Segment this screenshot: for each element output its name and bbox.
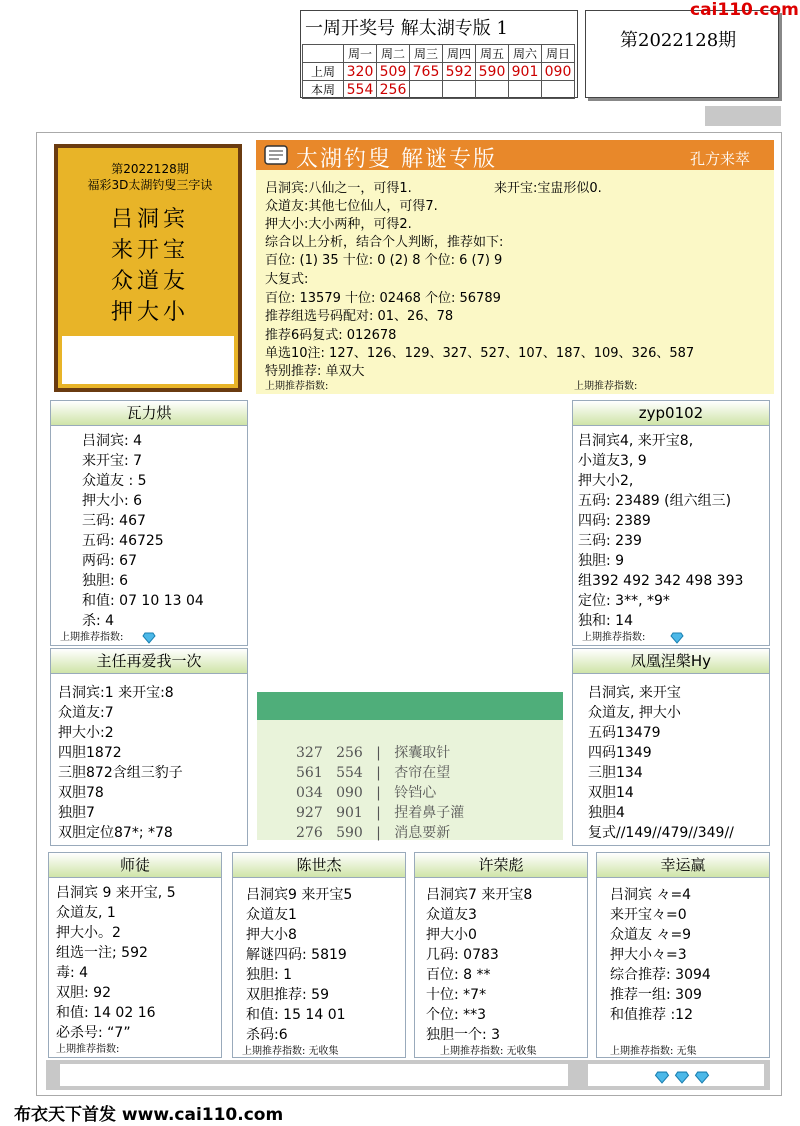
prediction-line: 吕洞宾, 来开宝 <box>588 685 681 701</box>
day-header: 周六 <box>509 45 542 63</box>
prediction-line: 吕洞宾9 来开宝5 <box>246 887 353 903</box>
prediction-line: 复式//149//479//349// <box>588 825 734 841</box>
decorative-bar <box>705 106 781 126</box>
this-week-label: 本周 <box>303 81 344 99</box>
result-cell <box>410 81 443 99</box>
prediction-line: 五码: 46725 <box>82 533 164 549</box>
prediction-line: 众道友:7 <box>58 705 114 721</box>
prediction-line: 押大小8 <box>246 927 297 943</box>
prediction-line: 吕洞宾: 4 <box>82 433 143 449</box>
prediction-line: 小道友3, 9 <box>578 453 647 469</box>
prediction-line: 三胆134 <box>588 765 643 781</box>
diamond-icon <box>654 1069 670 1088</box>
history-number: 554 <box>336 765 363 781</box>
prediction-line: 吕洞宾4, 来开宝8, <box>578 433 694 449</box>
bottom-blank-field <box>60 1064 568 1086</box>
prediction-line: 独胆4 <box>588 805 625 821</box>
puzzle-line: 综合以上分析，结合个人判断，推荐如下: <box>265 235 504 250</box>
prediction-line: 吕洞宾7 来开宝8 <box>426 887 533 903</box>
history-row: 327 256 | 探囊取针 <box>296 745 451 761</box>
puzzle-line: 百位: 13579 十位: 02468 个位: 56789 <box>265 291 501 306</box>
prediction-line: 双胆定位87*; *78 <box>58 825 173 841</box>
prediction-line: 和值: 07 10 13 04 <box>82 593 204 609</box>
issue-number: 第2022128期 <box>620 30 737 51</box>
result-cell <box>476 81 509 99</box>
predictor-title: 主任再爱我一次 <box>51 649 247 674</box>
prediction-line: 吕洞宾 9 来开宝, 5 <box>56 885 176 901</box>
history-row: 276 590 | 消息要新 <box>296 825 451 841</box>
recommend-index-label: 上期推荐指数: 无集 <box>610 1046 697 1057</box>
predictor-title: 瓦力烘 <box>51 401 247 426</box>
day-header: 周三 <box>410 45 443 63</box>
history-number: 034 <box>296 785 323 801</box>
prediction-line: 五码13479 <box>588 725 661 741</box>
history-phrase: 捏着鼻子灌 <box>394 805 465 821</box>
recommend-index-label: 上期推荐指数: <box>56 1044 120 1055</box>
predictor-title: 师徒 <box>49 853 221 878</box>
prediction-line: 百位: 8 ** <box>426 967 491 983</box>
day-header: 周二 <box>377 45 410 63</box>
prediction-line: 押大小々=3 <box>610 947 687 963</box>
prediction-line: 杀码:6 <box>246 1027 288 1043</box>
verse-card-issue: 第2022128期 <box>111 162 189 176</box>
recommend-index-label: 上期推荐指数: <box>582 632 646 643</box>
recommend-index-label: 上期推荐指数: 无收集 <box>242 1046 339 1057</box>
verse-line: 来开宝 <box>110 238 189 263</box>
result-cell <box>509 81 542 99</box>
history-phrase: 消息要新 <box>394 825 451 841</box>
result-cell: 901 <box>509 63 542 81</box>
prediction-line: 独胆一个: 3 <box>426 1027 501 1043</box>
prediction-line: 两码: 67 <box>82 553 137 569</box>
prediction-line: 十位: *7* <box>426 987 487 1003</box>
prediction-line: 和值推荐 :12 <box>610 1007 693 1023</box>
prediction-line: 五码: 23489 (组六组三) <box>578 493 732 509</box>
puzzle-line: 百位: (1) 35 十位: 0 (2) 8 个位: 6 (7) 9 <box>265 253 503 268</box>
prediction-line: 独胆7 <box>58 805 95 821</box>
prediction-line: 毒: 4 <box>56 965 89 981</box>
predictor-title: zyp0102 <box>573 401 769 426</box>
predictor-title: 凤凰涅槃Hy <box>573 649 769 674</box>
history-row: 034 090 | 铃铛心 <box>296 785 437 801</box>
result-cell <box>443 81 476 99</box>
verse-line: 押大小 <box>110 300 189 325</box>
prediction-line: 和值: 14 02 16 <box>56 1005 156 1021</box>
history-number: 276 <box>296 825 323 841</box>
result-cell: 509 <box>377 63 410 81</box>
history-row: 927 901 | 捏着鼻子灌 <box>296 805 465 821</box>
result-cell: 592 <box>443 63 476 81</box>
prediction-line: 众道友, 1 <box>56 905 116 921</box>
prediction-line: 双胆推荐: 59 <box>246 987 329 1003</box>
diamond-icon <box>670 629 684 648</box>
puzzle-line: 特别推荐: 单双大 <box>265 364 365 379</box>
center-banner <box>257 692 563 720</box>
day-header: 周五 <box>476 45 509 63</box>
day-header: 周四 <box>443 45 476 63</box>
prediction-line: 众道友 : 5 <box>82 473 147 489</box>
prediction-line: 众道友, 押大小 <box>588 705 681 721</box>
prediction-line: 四码: 2389 <box>578 513 651 529</box>
prediction-line: 几码: 0783 <box>426 947 499 963</box>
puzzle-line: 众道友:其他七位仙人，可得7. <box>265 199 438 214</box>
prediction-line: 吕洞宾 々=4 <box>610 887 692 903</box>
predictor-title: 陈世杰 <box>233 853 405 878</box>
puzzle-line: 推荐组选号码配对: 01、26、78 <box>265 309 454 324</box>
prediction-line: 来开宝々=0 <box>610 907 687 923</box>
puzzle-line: 单选10注: 127、126、129、327、527、107、187、109、326、587 <box>265 346 695 361</box>
prediction-line: 独和: 14 <box>578 613 633 629</box>
diamond-icon <box>694 1069 710 1088</box>
prediction-line: 双胆78 <box>58 785 104 801</box>
scroll-icon <box>262 143 292 171</box>
history-number: 327 <box>296 745 323 761</box>
prediction-line: 来开宝: 7 <box>82 453 143 469</box>
puzzle-author: 孔方来萃 <box>690 150 751 168</box>
prediction-line: 押大小: 6 <box>82 493 143 509</box>
history-number: 590 <box>336 825 363 841</box>
history-phrase: 探囊取针 <box>394 745 451 761</box>
verse-card-subtitle: 福彩3D太湖钓叟三字诀 <box>87 178 213 192</box>
puzzle-line: 吕洞宾:八仙之一，可得1. <box>265 181 412 196</box>
history-phrase: 杏帘在望 <box>394 765 451 781</box>
predictor-title: 许荣彪 <box>415 853 587 878</box>
recommend-index-label: 上期推荐指数: <box>265 381 329 392</box>
prediction-line: 众道友 々=9 <box>610 927 692 943</box>
result-cell: 320 <box>344 63 377 81</box>
result-cell: 554 <box>344 81 377 99</box>
prediction-line: 定位: 3**, *9* <box>578 593 670 609</box>
prediction-line: 吕洞宾:1 来开宝:8 <box>58 685 174 701</box>
last-week-label: 上周 <box>303 63 344 81</box>
footer-credit[interactable]: 布衣天下首发 www.cai110.com <box>14 1105 284 1125</box>
history-number: 090 <box>336 785 363 801</box>
puzzle-title: 太湖钓叟 解谜专版 <box>296 147 497 172</box>
result-cell: 590 <box>476 63 509 81</box>
prediction-line: 独胆: 6 <box>82 573 129 589</box>
prediction-line: 押大小0 <box>426 927 477 943</box>
recommend-index-label: 上期推荐指数: <box>60 632 124 643</box>
recommend-index-label: 上期推荐指数: 无收集 <box>440 1046 537 1057</box>
history-number: 901 <box>336 805 363 821</box>
prediction-line: 和值: 15 14 01 <box>246 1007 346 1023</box>
puzzle-line: 来开宝:宝盅形似0. <box>494 181 602 196</box>
prediction-line: 推荐一组: 309 <box>610 987 702 1003</box>
result-cell: 256 <box>377 81 410 99</box>
prediction-line: 杀: 4 <box>82 613 115 629</box>
page-header-title: 一周开奖号 解太湖专版 1 <box>305 18 508 39</box>
week-results-table <box>302 44 575 99</box>
history-number: 927 <box>296 805 323 821</box>
prediction-line: 押大小。2 <box>56 925 121 941</box>
history-number: 256 <box>336 745 363 761</box>
prediction-line: 必杀号: “7” <box>56 1025 131 1041</box>
puzzle-line: 推荐6码复式: 012678 <box>265 328 397 343</box>
result-cell: 765 <box>410 63 443 81</box>
prediction-line: 三码: 467 <box>82 513 146 529</box>
prediction-line: 独胆: 1 <box>246 967 293 983</box>
history-number: 561 <box>296 765 323 781</box>
predictor-title: 幸运赢 <box>597 853 769 878</box>
diamond-icon <box>674 1069 690 1088</box>
prediction-line: 组选一注; 592 <box>56 945 148 961</box>
prediction-line: 押大小:2 <box>58 725 114 741</box>
prediction-line: 个位: **3 <box>426 1007 487 1023</box>
prediction-line: 四胆1872 <box>58 745 122 761</box>
prediction-line: 综合推荐: 3094 <box>610 967 711 983</box>
recommend-index-label: 上期推荐指数: <box>574 381 638 392</box>
prediction-line: 三码: 239 <box>578 533 642 549</box>
puzzle-line: 押大小:大小两种，可得2. <box>265 217 412 232</box>
prediction-line: 四码1349 <box>588 745 652 761</box>
site-logo[interactable]: cai110.com <box>690 0 799 20</box>
diamond-icon <box>142 629 156 648</box>
prediction-line: 双胆: 92 <box>56 985 111 1001</box>
history-row: 561 554 | 杏帘在望 <box>296 765 451 781</box>
verse-line: 众道友 <box>110 269 189 294</box>
prediction-line: 三胆872含组三豹子 <box>58 765 183 781</box>
history-phrase: 铃铛心 <box>394 785 437 801</box>
verse-line: 吕洞宾 <box>110 207 189 232</box>
issue-panel <box>585 10 779 98</box>
prediction-line: 押大小2, <box>578 473 634 489</box>
day-header: 周日 <box>542 45 575 63</box>
result-cell <box>542 81 575 99</box>
prediction-line: 众道友1 <box>246 907 297 923</box>
puzzle-line: 大复式: <box>265 272 309 287</box>
prediction-line: 独胆: 9 <box>578 553 625 569</box>
verse-card-blank <box>62 336 234 384</box>
result-cell: 090 <box>542 63 575 81</box>
prediction-line: 众道友3 <box>426 907 477 923</box>
prediction-line: 解谜四码: 5819 <box>246 947 347 963</box>
prediction-line: 双胆14 <box>588 785 634 801</box>
prediction-line: 组392 492 342 498 393 <box>578 573 744 589</box>
day-header: 周一 <box>344 45 377 63</box>
